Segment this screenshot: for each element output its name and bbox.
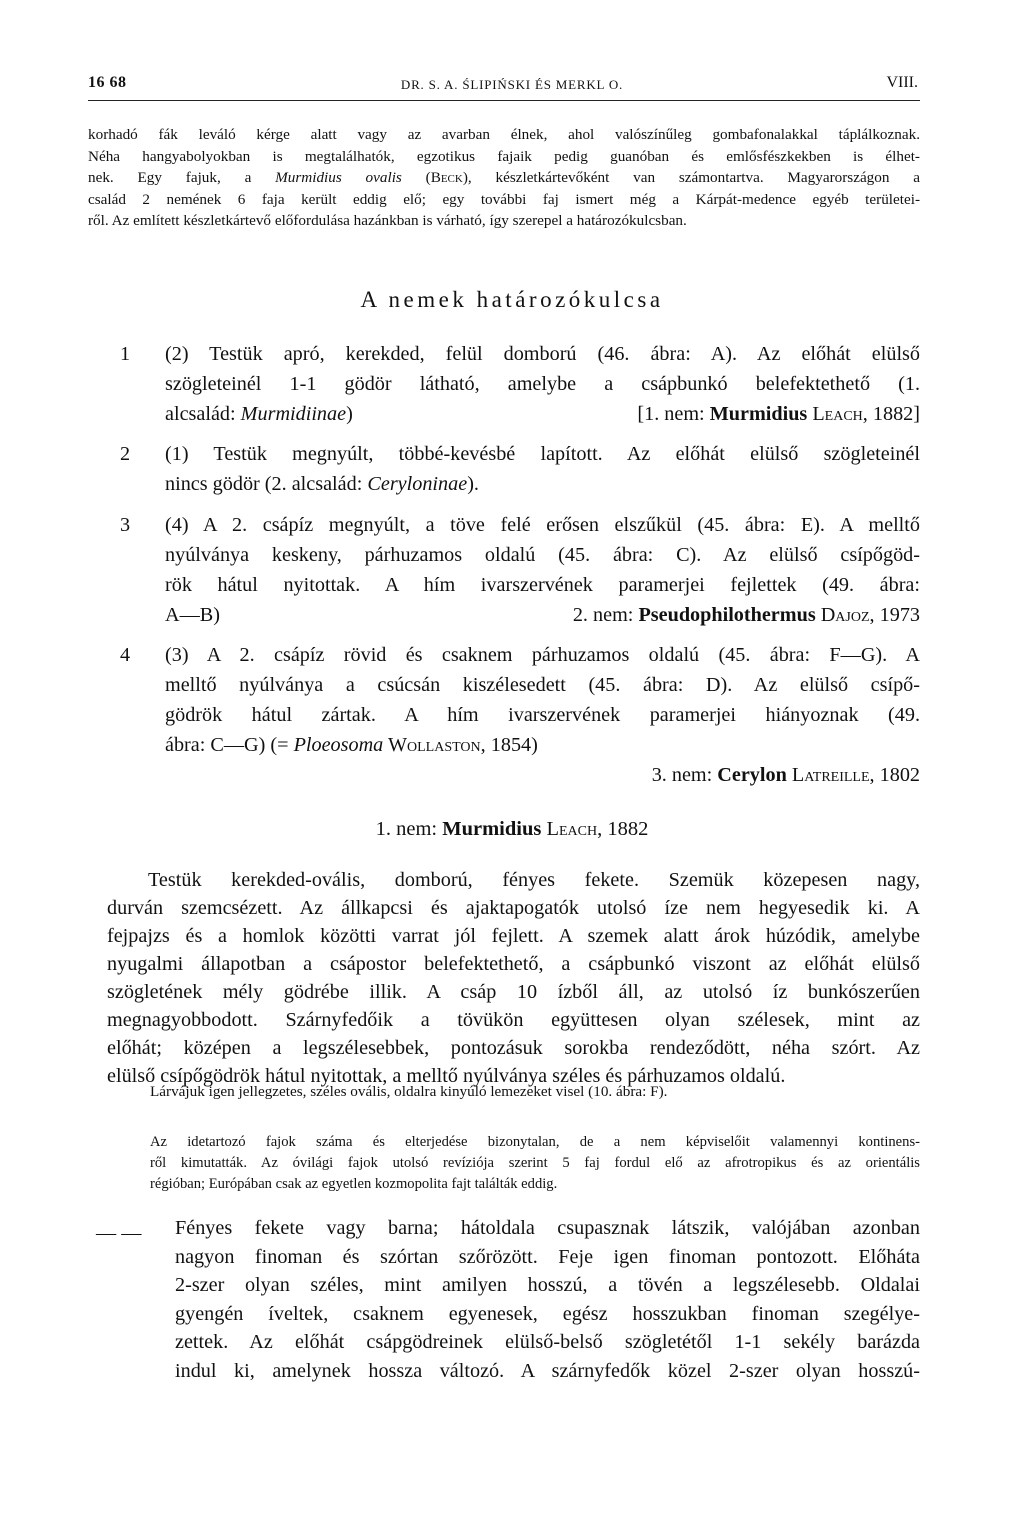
couplet-number: 4	[120, 644, 131, 666]
couplet-number: 2	[120, 443, 131, 465]
description-line: Testük kerekded-ovális, domború, fényes fekete. Szemük közepesen nagy,	[148, 869, 920, 891]
species-description	[175, 1214, 920, 1385]
couplet-line: nincs gödör (2. alcsalád: Ceryloninae).	[165, 473, 479, 495]
couplet-line: nyúlványa keskeny, párhuzamos oldalú (45. ábra: C). Az elülső csípőgöd-	[165, 544, 920, 566]
species-line: Fényes fekete vagy barna; hátoldala csupasznak látszik, valójában azonban	[175, 1217, 920, 1239]
species-line: nagyon finoman és szórtan szőrözött. Feje igen finoman pontozott. Előháta	[175, 1245, 920, 1268]
species-line: gyengén íveltek, csaknem egyenesek, egész hosszukban finoman szegélye-	[175, 1302, 920, 1325]
species-line: zettek. Az előhát csápgödreinek elülső-belső szögletétől 1-1 sekély barázda	[175, 1331, 920, 1353]
genus-heading: 1. nem: Murmidius Leach, 1882	[375, 818, 649, 840]
couplet-1	[165, 339, 920, 429]
couplet-line: gödrök hátul zártak. A hím ivarszervének paramerjei hiányoznak (49.	[165, 704, 920, 726]
couplet-number: 3	[120, 514, 131, 536]
couplet-line: 3. nem: Cerylon Latreille, 1802	[651, 764, 920, 786]
species-line: 2-szer olyan széles, mint amilyen hosszú, a tövén a legszélesebb. Oldalai	[175, 1274, 920, 1296]
couplet-line: rök hátul nyitottak. A hím ivarszervének paramerjei fejlettek (49. ábra:	[165, 574, 920, 596]
note-line: ről kimutatták. Az óvilági fajok utolsó revíziója szerint 5 faj fordul elő az afrotropikus és az orientális	[150, 1155, 920, 1171]
couplet-line: (3) A 2. csápíz rövid és csaknem párhuzamos oldalú (45. ábra: F—G). A	[165, 644, 920, 666]
couplet-line: alcsalád: Murmidiinae) [1. nem: Murmidius Leach, 1882]	[165, 403, 920, 425]
description-line: megnagyobbodott. Szárnyfedőik a tövükön együttesen olyan szélesek, mint az	[107, 1009, 920, 1031]
intro-line: család 2 nemének 6 faja került eddig elő; egy további faj ismert még a Kárpát-medence egyéb területei-	[88, 190, 920, 208]
key-dash: — —	[96, 1222, 142, 1244]
couplet-number: 1	[120, 343, 131, 365]
description-line: nyugalmi állapotban a csápostor belefektethető, a csápbunkó viszont az előhát elülső	[107, 953, 920, 975]
running-header-authors: DR. S. A. ŚLIPIŃSKI ÉS MERKL O.	[400, 77, 624, 92]
couplet-line: ábra: C—G) (= Ploeosoma Wollaston, 1854)	[165, 734, 538, 756]
couplet-line: (2) Testük apró, kerekded, felül domború (46. ábra: A). Az előhát elülső	[165, 343, 920, 365]
couplet-line: A—B) 2. nem: Pseudophilothermus Dajoz, 1973	[165, 604, 920, 626]
larva-note: Lárvájuk igen jellegzetes, széles ovális, oldalra kinyúló lemezeket visel (10. ábra: F).	[150, 1083, 668, 1100]
page-number: 16 68	[88, 74, 127, 91]
description-line: fejpajzs és a homlok közötti varrat jól fejlett. A szemek alatt árok húzódik, amelybe	[107, 925, 920, 947]
couplet-3	[165, 510, 920, 630]
couplet-line: (1) Testük megnyúlt, többé-kevésbé lapított. Az előhát elülső szögleteinél	[165, 443, 920, 465]
intro-paragraph	[88, 124, 920, 232]
genus-description	[107, 866, 920, 1090]
note-line: régióban; Európában csak az egyetlen kozmopolita fajt találták eddig.	[150, 1176, 558, 1192]
description-line: elülső csípőgödrök hátul nyitottak, a melltő nyúlványa széles és párhuzamos oldalú.	[107, 1065, 786, 1087]
distribution-note	[150, 1132, 920, 1195]
couplet-line: melltő nyúlványa a csúcsán kiszélesedett (45. ábra: D). Az elülső csípő-	[165, 674, 920, 696]
intro-line: korhadó fák leváló kérge alatt vagy az avarban élnek, ahol valószínűleg gombafonalakkal táplálkoznak.	[88, 126, 920, 143]
species-line: indul ki, amelynek hossza változó. A szárnyfedők közel 2-szer olyan hosszú-	[175, 1359, 920, 1382]
intro-line: nek. Egy fajuk, a Murmidius ovalis (Beck), készletkártevőként van számontartva. Magyarországon a	[88, 169, 920, 186]
description-line: szögletének mély gödrébe illik. A csáp 10 ízből áll, az utolsó íz bunkószerűen	[107, 981, 920, 1003]
intro-line: Néha hangyabolyokban is megtalálhatók, egzotikus fajaik pedig guanóban és emlősfészkekben is élhet-	[88, 147, 920, 165]
intro-line: ről. Az említett készletkártevő előfordulása hazánkban is várható, így szerepel a határozókulcsban.	[88, 212, 687, 229]
key-title: A nemek határozókulcsa	[360, 287, 664, 312]
couplet-line: szögleteinél 1-1 gödör látható, amelybe a csápbunkó belefektethető (1.	[165, 373, 920, 395]
couplet-line: (4) A 2. csápíz megnyúlt, a töve felé erősen elszűkül (45. ábra: E). A melltő	[165, 514, 920, 536]
couplet-4	[165, 640, 920, 790]
couplet-2	[165, 439, 920, 499]
note-line: Az idetartozó fajok száma és elterjedése bizonytalan, de a nem képviselőit valamennyi kontinens-	[150, 1134, 920, 1150]
description-line: durván szemcsézett. Az állkapcsi és ajaktapogatók utolsó íze nem hegyesedik ki. A	[107, 897, 920, 919]
header-rule	[88, 100, 920, 101]
chapter-number: VIII.	[886, 74, 918, 91]
description-line: előhát; középen a legszélesebbek, pontozásuk sorokba rendeződött, néha szórt. Az	[107, 1037, 920, 1059]
